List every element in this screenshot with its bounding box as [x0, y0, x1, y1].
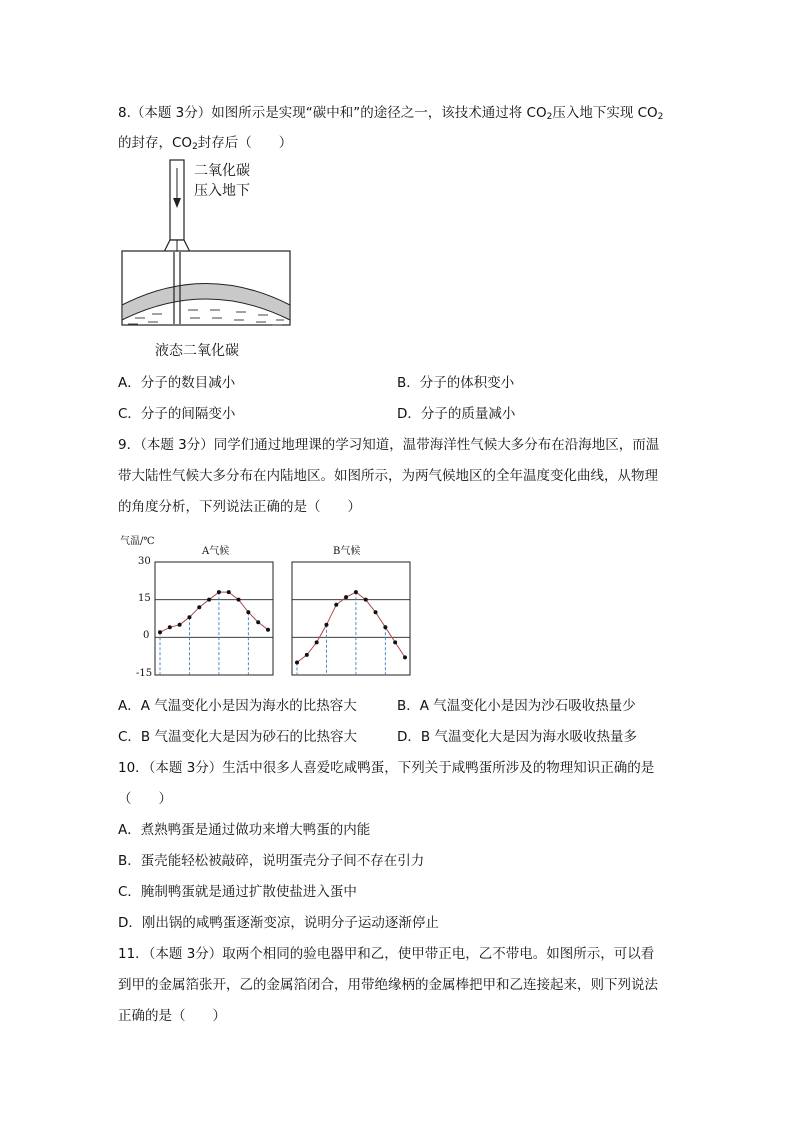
q8-option-a: A．分子的数目减小 [118, 375, 236, 391]
data-point-1-6 [354, 590, 358, 594]
series-line-1 [297, 592, 405, 662]
panel-frame-1 [292, 562, 410, 675]
q10-stem-line-2: （ ） [118, 791, 172, 807]
q10-option-a: A．煮熟鸭蛋是通过做功来增大鸭蛋的内能 [118, 822, 371, 838]
ytick-0: 0 [143, 630, 150, 641]
q9-stem-line-2: 带大陆性气候大多分布在内陆地区。如图所示，为两气候地区的全年温度变化曲线，从物理 [118, 468, 658, 484]
ytick-30: 30 [138, 556, 151, 567]
data-point-0-1 [168, 625, 172, 629]
ytick-15: 15 [138, 593, 151, 604]
data-point-0-10 [256, 620, 260, 624]
series-line-0 [160, 592, 268, 632]
q8-option-d: D．分子的质量减小 [397, 406, 516, 422]
q8-option-c: C．分子的间隔变小 [118, 406, 236, 422]
q10-option-d: D．刚出锅的咸鸭蛋逐渐变凉，说明分子运动逐渐停止 [118, 915, 439, 931]
q11-stem-line-1: 11．（本题 3分）取两个相同的验电器甲和乙，使甲带正电，乙不带电。如图所示，可以看 [118, 946, 655, 962]
fig-label-press: 压入地下 [194, 183, 250, 199]
data-point-1-8 [374, 610, 378, 614]
q9-option-c: C．B 气温变化大是因为砂石的比热容大 [118, 729, 357, 745]
data-point-0-7 [227, 590, 231, 594]
data-point-0-9 [246, 610, 250, 614]
chart-ylabel: 气温/℃ [120, 536, 155, 547]
fig-label-liquid: 液态二氧化碳 [155, 343, 239, 359]
q8-stem-line-1: 8.（本题 3分）如图所示是实现“碳中和”的途径之一，该技术通过将 $CO_2$压入地下实现 $CO_2$ [118, 105, 664, 122]
q9-option-b: B．A 气温变化小是因为沙石吸收热量少 [397, 698, 636, 714]
data-point-1-4 [334, 603, 338, 607]
q9-stem-line-3: 的角度分析，下列说法正确的是（ ） [118, 499, 361, 515]
data-point-0-11 [266, 628, 270, 632]
data-point-1-7 [364, 598, 368, 602]
q11-stem-line-3: 正确的是（ ） [118, 1008, 226, 1024]
data-point-1-5 [344, 595, 348, 599]
q10-option-c: C．腌制鸭蛋就是通过扩散使盐进入蛋中 [118, 884, 357, 900]
data-point-1-2 [315, 640, 319, 644]
data-point-0-8 [237, 598, 241, 602]
q11-stem-line-2: 到甲的金属箔张开，乙的金属箔闭合，用带绝缘柄的金属棒把甲和乙连接起来，则下列说法 [118, 977, 658, 993]
data-point-0-2 [178, 623, 182, 627]
ytick-neg15: -15 [136, 668, 153, 679]
q10-option-b: B．蛋壳能轻松被敲碎，说明蛋壳分子间不存在引力 [118, 853, 425, 869]
data-point-1-3 [324, 623, 328, 627]
q8-option-b: B．分子的体积变小 [397, 375, 515, 391]
data-point-1-11 [403, 655, 407, 659]
panel-a-title: A气候 [202, 546, 230, 557]
q9-option-d: D．B 气温变化大是因为海水吸收热量多 [397, 729, 637, 745]
q10-stem-line-1: 10．（本题 3分）生活中很多人喜爱吃咸鸭蛋，下列关于咸鸭蛋所涉及的物理知识正确的是 [118, 760, 655, 776]
data-point-1-10 [393, 640, 397, 644]
q9-option-a: A．A 气温变化小是因为海水的比热容大 [118, 698, 357, 714]
panel-frame-0 [155, 562, 273, 675]
panel-b-title: B气候 [333, 546, 361, 557]
data-point-0-6 [217, 590, 221, 594]
q8-stem-line-2: 的封存，$CO_2$封存后（ ） [118, 135, 293, 152]
data-point-0-3 [187, 615, 191, 619]
fig-label-co2: 二氧化碳 [194, 163, 250, 179]
data-point-1-0 [295, 660, 299, 664]
data-point-1-1 [305, 653, 309, 657]
data-point-0-0 [158, 630, 162, 634]
data-point-0-4 [197, 605, 201, 609]
data-point-1-9 [383, 625, 387, 629]
q9-stem-line-1: 9．（本题 3分）同学们通过地理课的学习知道，温带海洋性气候大多分布在沿海地区，而温 [118, 437, 660, 453]
data-point-0-5 [207, 598, 211, 602]
